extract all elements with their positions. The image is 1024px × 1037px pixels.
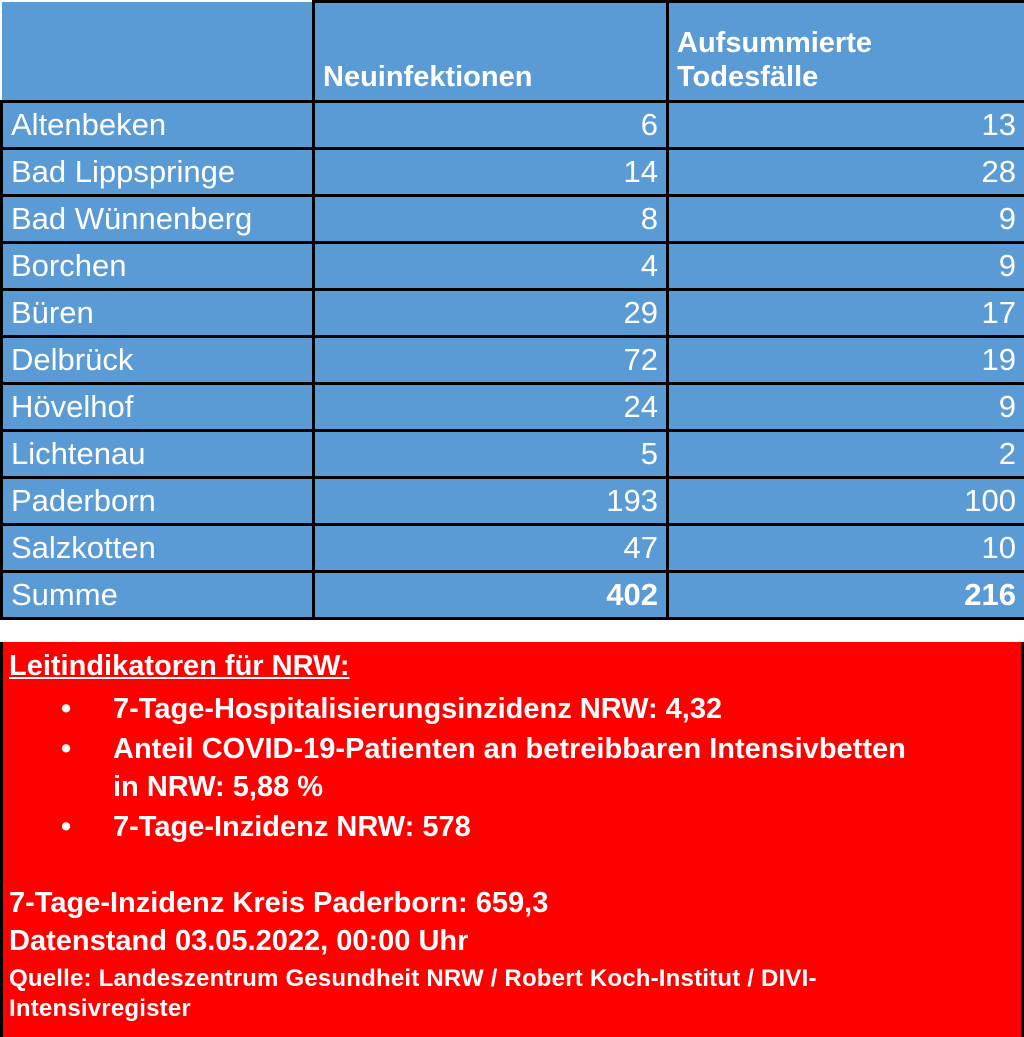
table-row xyxy=(2,102,1024,149)
indicator-inzidenz-nrw: 7-Tage-Inzidenz NRW: 578 xyxy=(113,811,471,843)
row-municipality: Hövelhof xyxy=(2,384,314,431)
list-item xyxy=(9,690,1015,728)
panel-spacer xyxy=(9,848,1015,884)
indicator-panel xyxy=(0,642,1024,1037)
row-neuinfektionen: 4 xyxy=(314,243,668,290)
row-neuinfektionen: 24 xyxy=(314,384,668,431)
row-neuinfektionen: 47 xyxy=(314,525,668,572)
panel-heading: Leitindikatoren für NRW: xyxy=(9,650,350,682)
header-todesfaelle-line1: Aufsummierte xyxy=(677,27,872,59)
bullet-icon: • xyxy=(61,733,72,765)
sum-row xyxy=(2,572,1024,619)
source-note xyxy=(9,964,1015,1024)
row-municipality: Lichtenau xyxy=(2,431,314,478)
row-municipality: Altenbeken xyxy=(2,102,314,149)
table-row xyxy=(2,196,1024,243)
row-todesfaelle: 19 xyxy=(668,337,1024,384)
row-municipality: Bad Lippspringe xyxy=(2,149,314,196)
row-neuinfektionen: 6 xyxy=(314,102,668,149)
row-municipality: Büren xyxy=(2,290,314,337)
row-municipality: Borchen xyxy=(2,243,314,290)
row-neuinfektionen: 8 xyxy=(314,196,668,243)
row-todesfaelle: 28 xyxy=(668,149,1024,196)
kreis-inzidenz: 7-Tage-Inzidenz Kreis Paderborn: 659,3 xyxy=(9,887,549,919)
header-neuinfektionen xyxy=(314,2,668,102)
indicator-intensivbetten-line2: in NRW: 5,88 % xyxy=(113,771,324,803)
sum-todesfaelle: 216 xyxy=(668,572,1024,619)
table-row xyxy=(2,525,1024,572)
row-todesfaelle: 9 xyxy=(668,243,1024,290)
table-row xyxy=(2,149,1024,196)
list-item xyxy=(9,808,1015,846)
row-neuinfektionen: 193 xyxy=(314,478,668,525)
row-todesfaelle: 2 xyxy=(668,431,1024,478)
indicator-hospitalisierung: 7-Tage-Hospitalisierungsinzidenz NRW: 4,32 xyxy=(113,693,723,725)
row-todesfaelle: 9 xyxy=(668,196,1024,243)
indicator-list xyxy=(9,690,1015,846)
table-row xyxy=(2,431,1024,478)
indicator-intensivbetten-line1: Anteil COVID-19-Patienten an betreibbaren Intensivbetten xyxy=(113,733,906,765)
row-todesfaelle: 13 xyxy=(668,102,1024,149)
table-header-row xyxy=(2,2,1024,102)
row-municipality: Salzkotten xyxy=(2,525,314,572)
table-row xyxy=(2,384,1024,431)
table-row xyxy=(2,243,1024,290)
row-municipality: Bad Wünnenberg xyxy=(2,196,314,243)
source-line1: Quelle: Landeszentrum Gesundheit NRW / Robert Koch-Institut / DIVI- xyxy=(9,965,817,992)
table-row xyxy=(2,290,1024,337)
table-row xyxy=(2,337,1024,384)
row-neuinfektionen: 14 xyxy=(314,149,668,196)
row-todesfaelle: 100 xyxy=(668,478,1024,525)
sum-neuinfektionen: 402 xyxy=(314,572,668,619)
row-municipality: Delbrück xyxy=(2,337,314,384)
header-neuinfektionen-label: Neuinfektionen xyxy=(323,61,533,93)
row-neuinfektionen: 72 xyxy=(314,337,668,384)
bullet-icon: • xyxy=(61,693,72,725)
row-neuinfektionen: 5 xyxy=(314,431,668,478)
row-todesfaelle: 9 xyxy=(668,384,1024,431)
row-neuinfektionen: 29 xyxy=(314,290,668,337)
list-item xyxy=(9,730,1015,806)
bullet-icon: • xyxy=(61,811,72,843)
row-todesfaelle: 17 xyxy=(668,290,1024,337)
sum-label: Summe xyxy=(2,572,314,619)
datenstand: Datenstand 03.05.2022, 00:00 Uhr xyxy=(9,925,469,957)
header-todesfaelle xyxy=(668,2,1024,102)
row-todesfaelle: 10 xyxy=(668,525,1024,572)
header-corner-cell xyxy=(2,2,314,102)
table-row xyxy=(2,478,1024,525)
row-municipality: Paderborn xyxy=(2,478,314,525)
header-todesfaelle-line2: Todesfälle xyxy=(677,61,819,93)
source-line2: Intensivregister xyxy=(9,995,191,1022)
